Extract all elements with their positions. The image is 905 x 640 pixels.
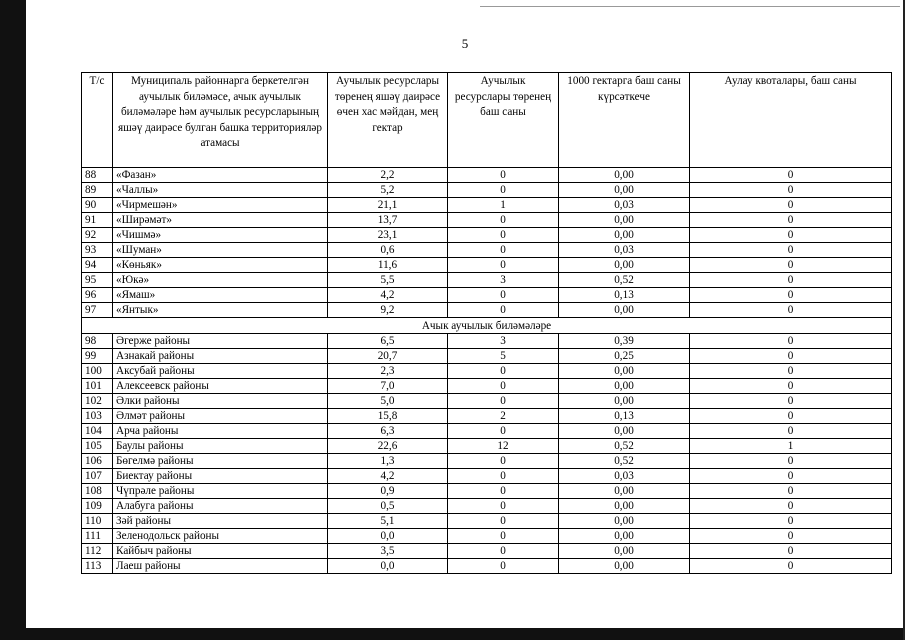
section-title: Ачык аучылык биләмәләре	[82, 318, 892, 334]
row-count: 12	[448, 439, 559, 454]
row-area: 5,0	[328, 394, 448, 409]
scan-border-bottom	[0, 628, 905, 640]
row-area: 0,6	[328, 243, 448, 258]
row-name: Әлмәт районы	[113, 409, 328, 424]
row-density: 0,00	[559, 168, 690, 183]
row-number: 94	[82, 258, 113, 273]
row-quota: 0	[690, 529, 892, 544]
row-quota: 0	[690, 484, 892, 499]
page-number: 5	[461, 36, 469, 51]
row-area: 5,5	[328, 273, 448, 288]
row-name: Азнакай районы	[113, 349, 328, 364]
row-number: 106	[82, 454, 113, 469]
row-quota: 0	[690, 273, 892, 288]
row-name: Баулы районы	[113, 439, 328, 454]
row-density: 0,52	[559, 454, 690, 469]
row-density: 0,00	[559, 484, 690, 499]
row-area: 22,6	[328, 439, 448, 454]
table-row	[82, 394, 892, 409]
row-quota: 0	[690, 424, 892, 439]
row-area: 2,2	[328, 168, 448, 183]
row-number: 103	[82, 409, 113, 424]
row-area: 5,1	[328, 514, 448, 529]
header-name: Муниципаль районнарга беркетелгән аучылык биләмәсе, ачык аучылык биләмәләре һәм аучылык ресурсларының яшәү даирәсе булган башка территорияләр атамасы	[113, 73, 328, 168]
row-count: 0	[448, 469, 559, 484]
row-area: 6,3	[328, 424, 448, 439]
row-count: 0	[448, 288, 559, 303]
row-area: 21,1	[328, 198, 448, 213]
row-quota: 0	[690, 514, 892, 529]
section-row	[82, 318, 892, 334]
row-number: 95	[82, 273, 113, 288]
row-count: 0	[448, 364, 559, 379]
row-number: 101	[82, 379, 113, 394]
row-quota: 0	[690, 454, 892, 469]
row-area: 4,2	[328, 469, 448, 484]
row-number: 88	[82, 168, 113, 183]
row-quota: 0	[690, 394, 892, 409]
table-header-row	[82, 73, 892, 168]
table-body-open-hunting-grounds	[82, 334, 892, 574]
row-density: 0,00	[559, 424, 690, 439]
row-name: Әлки районы	[113, 394, 328, 409]
row-quota: 0	[690, 183, 892, 198]
row-density: 0,03	[559, 243, 690, 258]
table-row	[82, 379, 892, 394]
row-name: «Көньяк»	[113, 258, 328, 273]
row-density: 0,03	[559, 198, 690, 213]
row-density: 0,00	[559, 258, 690, 273]
row-name: Әгерже районы	[113, 334, 328, 349]
header-number: Т/с	[82, 73, 113, 168]
row-density: 0,03	[559, 469, 690, 484]
row-area: 0,0	[328, 529, 448, 544]
row-count: 0	[448, 243, 559, 258]
row-name: «Чирмешән»	[113, 198, 328, 213]
row-density: 0,00	[559, 544, 690, 559]
row-quota: 0	[690, 349, 892, 364]
row-area: 6,5	[328, 334, 448, 349]
table-row	[82, 559, 892, 574]
row-quota: 0	[690, 544, 892, 559]
row-area: 11,6	[328, 258, 448, 273]
row-name: «Чаллы»	[113, 183, 328, 198]
row-number: 113	[82, 559, 113, 574]
row-count: 3	[448, 334, 559, 349]
row-density: 0,52	[559, 273, 690, 288]
row-density: 0,00	[559, 183, 690, 198]
row-number: 108	[82, 484, 113, 499]
table-row	[82, 273, 892, 288]
row-count: 0	[448, 559, 559, 574]
table-row	[82, 499, 892, 514]
table-row	[82, 243, 892, 258]
table-row	[82, 288, 892, 303]
row-quota: 0	[690, 168, 892, 183]
row-name: Бөгелмә районы	[113, 454, 328, 469]
row-number: 109	[82, 499, 113, 514]
table-row	[82, 439, 892, 454]
row-name: Аксубай районы	[113, 364, 328, 379]
row-number: 98	[82, 334, 113, 349]
row-area: 0,5	[328, 499, 448, 514]
row-name: Лаеш районы	[113, 559, 328, 574]
table-row	[82, 514, 892, 529]
row-count: 0	[448, 514, 559, 529]
row-number: 93	[82, 243, 113, 258]
table-row	[82, 424, 892, 439]
row-area: 4,2	[328, 288, 448, 303]
row-count: 5	[448, 349, 559, 364]
row-area: 13,7	[328, 213, 448, 228]
row-name: «Юкә»	[113, 273, 328, 288]
row-density: 0,00	[559, 514, 690, 529]
table-row	[82, 544, 892, 559]
row-count: 0	[448, 544, 559, 559]
row-number: 91	[82, 213, 113, 228]
row-quota: 0	[690, 469, 892, 484]
row-quota: 0	[690, 258, 892, 273]
row-count: 0	[448, 529, 559, 544]
row-number: 89	[82, 183, 113, 198]
row-area: 23,1	[328, 228, 448, 243]
row-count: 2	[448, 409, 559, 424]
row-count: 0	[448, 379, 559, 394]
row-area: 3,5	[328, 544, 448, 559]
row-number: 110	[82, 514, 113, 529]
row-count: 0	[448, 499, 559, 514]
row-quota: 0	[690, 334, 892, 349]
table-row	[82, 364, 892, 379]
row-count: 0	[448, 394, 559, 409]
row-count: 1	[448, 198, 559, 213]
row-density: 0,00	[559, 529, 690, 544]
row-quota: 0	[690, 303, 892, 318]
header-count: Аучылык ресурслары төренең баш саны	[448, 73, 559, 168]
table-row	[82, 303, 892, 318]
row-quota: 0	[690, 228, 892, 243]
table-row	[82, 168, 892, 183]
row-number: 90	[82, 198, 113, 213]
row-density: 0,00	[559, 228, 690, 243]
table-row	[82, 198, 892, 213]
row-count: 0	[448, 258, 559, 273]
header-density: 1000 гектарга баш саны күрсәткече	[559, 73, 690, 168]
row-density: 0,00	[559, 303, 690, 318]
row-density: 0,00	[559, 379, 690, 394]
row-count: 3	[448, 273, 559, 288]
table-row	[82, 409, 892, 424]
row-number: 100	[82, 364, 113, 379]
table-body-hunting-grounds	[82, 168, 892, 318]
row-quota: 0	[690, 364, 892, 379]
row-number: 111	[82, 529, 113, 544]
row-quota: 0	[690, 379, 892, 394]
row-area: 5,2	[328, 183, 448, 198]
row-area: 0,9	[328, 484, 448, 499]
row-quota: 0	[690, 409, 892, 424]
row-area: 15,8	[328, 409, 448, 424]
table-row	[82, 183, 892, 198]
table-row	[82, 529, 892, 544]
row-number: 105	[82, 439, 113, 454]
scan-border-left	[0, 0, 26, 640]
row-area: 7,0	[328, 379, 448, 394]
table-row	[82, 469, 892, 484]
row-name: Зәй районы	[113, 514, 328, 529]
header-area: Аучылык ресурслары төренең яшәү даирәсе өчен хас мәйдан, мең гектар	[328, 73, 448, 168]
row-density: 0,13	[559, 409, 690, 424]
row-name: Зеленодольск районы	[113, 529, 328, 544]
row-density: 0,00	[559, 394, 690, 409]
row-density: 0,13	[559, 288, 690, 303]
top-rule-line	[480, 6, 900, 7]
row-name: Арча районы	[113, 424, 328, 439]
row-area: 1,3	[328, 454, 448, 469]
row-count: 0	[448, 303, 559, 318]
row-area: 9,2	[328, 303, 448, 318]
row-density: 0,00	[559, 213, 690, 228]
row-density: 0,39	[559, 334, 690, 349]
row-name: «Чишмә»	[113, 228, 328, 243]
row-quota: 0	[690, 213, 892, 228]
row-density: 0,52	[559, 439, 690, 454]
row-name: Кайбыч районы	[113, 544, 328, 559]
row-quota: 0	[690, 499, 892, 514]
row-name: «Шуман»	[113, 243, 328, 258]
table-row	[82, 349, 892, 364]
row-name: «Ширәмәт»	[113, 213, 328, 228]
row-density: 0,00	[559, 499, 690, 514]
row-number: 104	[82, 424, 113, 439]
row-quota: 0	[690, 559, 892, 574]
row-area: 20,7	[328, 349, 448, 364]
row-quota: 0	[690, 288, 892, 303]
row-name: «Ямаш»	[113, 288, 328, 303]
row-density: 0,00	[559, 364, 690, 379]
row-area: 0,0	[328, 559, 448, 574]
row-name: Алексеевск районы	[113, 379, 328, 394]
table-row	[82, 454, 892, 469]
table-row	[82, 213, 892, 228]
table-row	[82, 228, 892, 243]
row-quota: 0	[690, 243, 892, 258]
row-count: 0	[448, 424, 559, 439]
row-number: 112	[82, 544, 113, 559]
row-count: 0	[448, 213, 559, 228]
table-row	[82, 334, 892, 349]
row-name: «Фазан»	[113, 168, 328, 183]
row-quota: 1	[690, 439, 892, 454]
table-row	[82, 484, 892, 499]
row-number: 96	[82, 288, 113, 303]
row-count: 0	[448, 183, 559, 198]
row-number: 92	[82, 228, 113, 243]
row-count: 0	[448, 228, 559, 243]
hunting-resources-table	[81, 72, 892, 574]
header-quota: Аулау квоталары, баш саны	[690, 73, 892, 168]
row-name: Чүпрәле районы	[113, 484, 328, 499]
row-count: 0	[448, 454, 559, 469]
table-row	[82, 258, 892, 273]
row-name: «Янтык»	[113, 303, 328, 318]
row-number: 107	[82, 469, 113, 484]
row-area: 2,3	[328, 364, 448, 379]
row-quota: 0	[690, 198, 892, 213]
row-number: 99	[82, 349, 113, 364]
row-count: 0	[448, 168, 559, 183]
row-number: 97	[82, 303, 113, 318]
row-density: 0,25	[559, 349, 690, 364]
row-name: Алабуга районы	[113, 499, 328, 514]
row-number: 102	[82, 394, 113, 409]
row-count: 0	[448, 484, 559, 499]
row-name: Биектау районы	[113, 469, 328, 484]
row-density: 0,00	[559, 559, 690, 574]
